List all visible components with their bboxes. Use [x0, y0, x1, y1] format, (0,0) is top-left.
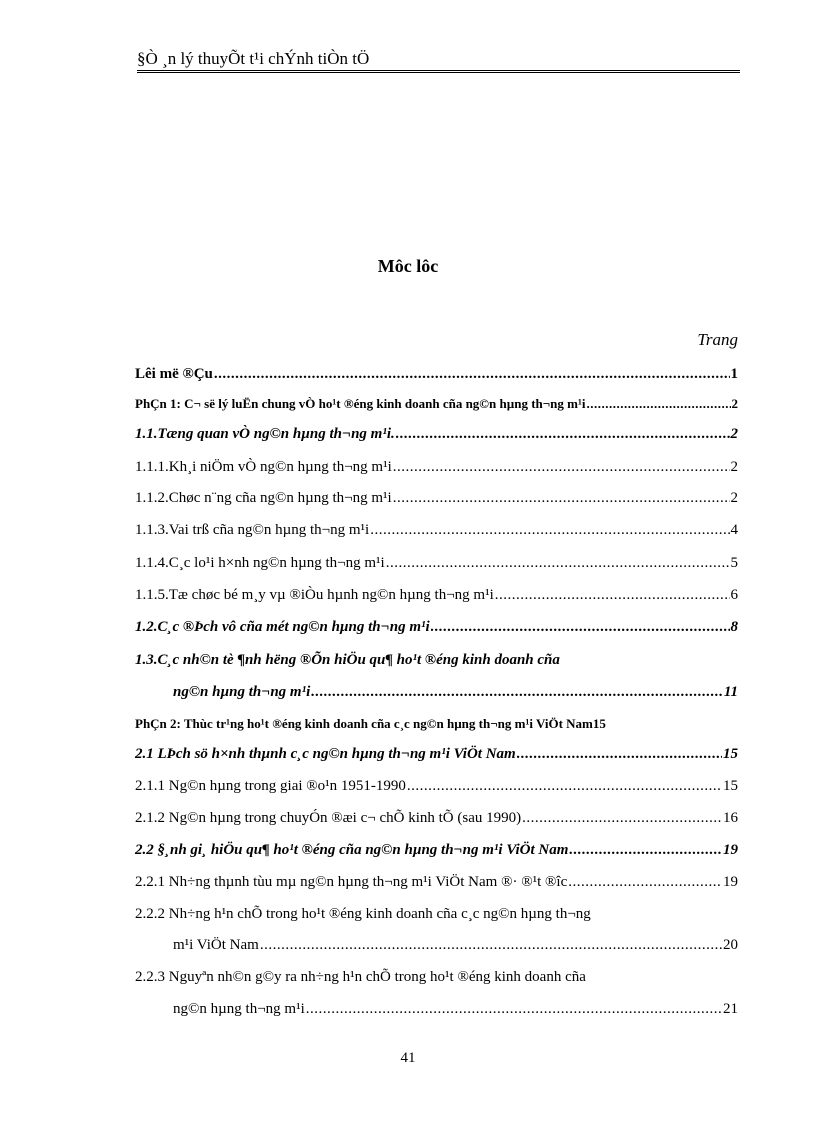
toc-leader-dots: [311, 682, 723, 702]
toc-entry-title: 1.1.4.C¸c lo¹i h×nh ng©n hµng th¬ng m¹i: [135, 555, 385, 571]
toc-leader-dots: [495, 585, 730, 605]
toc-leader-dots: [214, 364, 730, 384]
toc-entry-part-1[interactable]: [135, 392, 738, 414]
toc-entry-2-1[interactable]: [135, 742, 738, 764]
toc-entry-1-3[interactable]: [135, 648, 738, 670]
toc-leader-dots: [431, 617, 730, 637]
toc-entry-page: 2: [730, 426, 738, 442]
toc-leader-dots: [306, 999, 722, 1019]
toc-entry-page: 5: [730, 555, 738, 571]
toc-entry-title: 1.1.3.Vai trß cña ng©n hµng th¬ng m¹i: [135, 522, 370, 538]
toc-entry-1-1-1[interactable]: [135, 455, 738, 477]
toc-entry-page: 15: [723, 778, 738, 794]
toc-entry-2-2-3[interactable]: [135, 965, 738, 987]
toc-entry-1-2[interactable]: [135, 615, 738, 637]
toc-leader-dots: [393, 488, 730, 508]
toc-entry-title: 2.1.1 Ng©n hµng trong giai ®o¹n 1951-1990: [135, 778, 406, 794]
toc-entry-1-1-4[interactable]: [135, 551, 738, 573]
page-title: Môc lôc: [377, 256, 439, 276]
toc-entry-page: 2: [730, 490, 738, 506]
toc-entry-title: 1.3.C¸c nh©n tè ¶nh hëng ®Õn hiÖu qu¶ ho¹t ®éng kinh doanh cña: [135, 652, 560, 668]
toc-leader-dots: [517, 744, 722, 764]
toc-entry-page: 19: [723, 874, 738, 890]
toc-leader-dots: [370, 520, 729, 540]
toc-entry-title: Lêi më ®Çu: [135, 366, 213, 382]
toc-entry-1-1-5[interactable]: [135, 583, 738, 605]
toc-entry-page: 15: [592, 716, 606, 731]
toc-leader-dots: [569, 840, 722, 860]
toc-entry-title: 1.1.Tæng quan vÒ ng©n hµng th¬ng m¹i.: [135, 426, 395, 442]
toc-leader-dots: [260, 935, 722, 955]
running-header: §Ò ¸n lý thuyÕt t¹i chÝnh tiÒn tÖ: [137, 48, 740, 73]
toc-leader-dots: [407, 776, 722, 796]
toc-leader-dots: [393, 457, 730, 477]
toc-entry-page: 8: [730, 619, 738, 635]
toc-entry-2-1-2[interactable]: [135, 806, 738, 828]
toc-entry-2-1-1[interactable]: [135, 774, 738, 796]
toc-entry-page: 1: [730, 366, 738, 382]
toc-entry-title: 2.2.1 Nh÷ng thµnh tùu mµ ng©n hµng th¬ng m¹i ViÖt Nam ®· ®¹t ®îc: [135, 874, 568, 890]
page-number: 41: [400, 1050, 416, 1066]
toc-leader-dots: [396, 424, 730, 444]
toc-entry-part-2[interactable]: [135, 712, 738, 734]
toc-entry-page: 11: [723, 684, 738, 700]
toc-entry-title: 1.1.1.Kh¸i niÖm vÒ ng©n hµng th¬ng m¹i: [135, 459, 392, 475]
toc-entry-title: 2.1 LÞch sö h×nh thµnh c¸c ng©n hµng th¬ng m¹i ViÖt Nam: [135, 746, 516, 762]
toc-entry-title: ng©n hµng th¬ng m¹i: [173, 1001, 305, 1017]
toc-entry-title: 2.2.2 Nh÷ng h¹n chÕ trong ho¹t ®éng kinh doanh cña c¸c ng©n hµng th¬ng: [135, 906, 591, 922]
toc-entry-title: 2.2.3 Nguyªn nh©n g©y ra nh÷ng h¹n chÕ trong ho¹t ®éng kinh doanh cña: [135, 969, 586, 985]
toc-entry-intro[interactable]: [135, 362, 738, 384]
toc-leader-dots: [386, 553, 730, 573]
toc-entry-title: PhÇn 1: C¬ së lý luËn chung vÒ ho¹t ®éng kinh doanh cña ng©n hµng th¬ng m¹i: [135, 396, 586, 411]
toc-leader-dots: [522, 808, 722, 828]
toc-entry-2-2-2-cont[interactable]: [173, 933, 738, 955]
toc-entry-1-1-3[interactable]: [135, 518, 738, 540]
toc-entry-2-2[interactable]: [135, 838, 738, 860]
toc-leader-dots: [568, 872, 722, 892]
toc-entry-page: 16: [723, 810, 738, 826]
toc-entry-page: 15: [723, 746, 738, 762]
toc-entry-page: 20: [723, 937, 738, 953]
toc-entry-page: 2: [730, 459, 738, 475]
toc-entry-title: 1.2.C¸c ®Þch vô cña mét ng©n hµng th¬ng m¹i: [135, 619, 430, 635]
toc-leader-dots: [587, 394, 731, 414]
toc-entry-title: 2.2 §¸nh gi¸ hiÖu qu¶ ho¹t ®éng cña ng©n hµng th¬ng m¹i ViÖt Nam: [135, 842, 569, 858]
toc-entry-page: 19: [723, 842, 738, 858]
toc-entry-title: 2.1.2 Ng©n hµng trong chuyÓn ®æi c¬ chÕ kinh tÕ (sau 1990): [135, 810, 522, 826]
toc-entry-page: 21: [723, 1001, 738, 1017]
page-column-label: Trang: [697, 330, 738, 349]
toc-entry-title: 1.1.2.Chøc n¨ng cña ng©n hµng th¬ng m¹i: [135, 490, 392, 506]
toc-entry-page: 2: [731, 396, 738, 411]
toc-entry-page: 6: [730, 587, 738, 603]
toc-entry-title: m¹i ViÖt Nam: [173, 937, 259, 953]
toc-entry-2-2-3-cont[interactable]: [173, 997, 738, 1019]
toc-entry-title: 1.1.5.Tæ chøc bé m¸y vµ ®iÒu hµnh ng©n hµng th¬ng m¹i: [135, 587, 494, 603]
toc-entry-page: 4: [730, 522, 738, 538]
toc-entry-1-3-cont[interactable]: [173, 680, 738, 702]
toc-entry-2-2-2[interactable]: [135, 902, 738, 924]
toc-entry-1-1-2[interactable]: [135, 486, 738, 508]
toc-entry-title: PhÇn 2: Thùc tr¹ng ho¹t ®éng kinh doanh cña c¸c ng©n hµng th¬ng m¹i ViÖt Nam: [135, 716, 593, 731]
toc-entry-title: ng©n hµng th¬ng m¹i: [173, 684, 311, 700]
toc-entry-1-1[interactable]: [135, 422, 738, 444]
toc-entry-2-2-1[interactable]: [135, 870, 738, 892]
